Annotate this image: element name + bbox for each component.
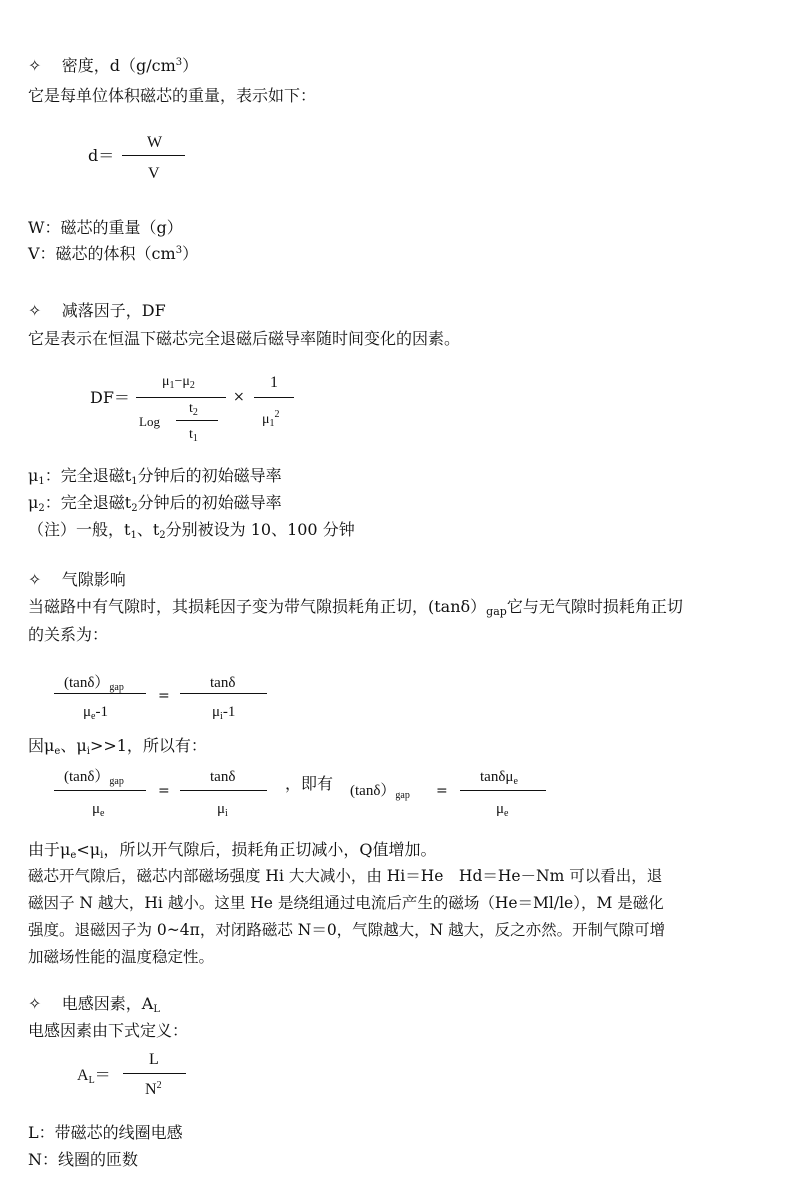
density-heading-text: 密度，d（g/cm xyxy=(61,56,176,75)
al-formula-denominator: $N^2$ xyxy=(145,1080,162,1098)
bullet-icon: ✧ xyxy=(28,56,42,75)
gap-f2-equals: = xyxy=(158,783,170,799)
gap-f2-den-right: $\mu_i$ xyxy=(217,801,228,819)
df-formula-numerator: $\mu_1-\mu_2$ xyxy=(162,374,195,391)
df-formula-t1: $t_1$ xyxy=(189,427,198,444)
df-formula-times: × xyxy=(233,389,245,405)
density-def-v-text: V：磁芯的体积（cm xyxy=(28,244,176,263)
gap-para1-line1: 当磁路中有气隙时，其损耗因子变为带气隙损耗角正切，$(\tan\delta)_{gap}$它与无气隙时损耗角正切 xyxy=(28,597,683,618)
density-formula-numerator: W xyxy=(147,134,163,151)
al-heading-text: 电感因素，A xyxy=(61,994,154,1013)
gap-heading xyxy=(28,572,126,588)
fraction-bar xyxy=(180,790,267,791)
df-def-mu2: $\mu_2$：完全退磁$t_2$分钟后的初始磁导率 xyxy=(28,493,282,514)
density-def-w: W：磁芯的重量（g） xyxy=(28,218,183,237)
gap-para2-line4: 加磁场性能的温度稳定性。 xyxy=(28,948,215,966)
bullet-icon: ✧ xyxy=(28,570,42,589)
fraction-bar xyxy=(460,790,546,791)
fraction-bar xyxy=(180,693,267,694)
gap-f2-den-left: $\mu_e$ xyxy=(92,801,105,819)
df-formula-rhs-numerator: 1 xyxy=(270,374,278,391)
df-desc: 它是表示在恒温下磁芯完全退磁后磁导率随时间变化的因素。 xyxy=(28,329,461,348)
density-def-v-sup: 3 xyxy=(175,245,183,256)
fraction-bar xyxy=(54,693,146,694)
al-desc: 电感因素由下式定义： xyxy=(28,1021,189,1040)
density-def-v-close: ） xyxy=(182,244,199,263)
gap-f1-equals: = xyxy=(158,688,170,704)
al-heading-sub: L xyxy=(153,1004,160,1015)
fraction-bar xyxy=(123,1073,186,1074)
fraction-bar xyxy=(54,790,146,791)
df-def-mu1: $\mu_1$：完全退磁$t_1$分钟后的初始磁导率 xyxy=(28,466,282,487)
gap-f1-den-left: $\mu_e-1$ xyxy=(83,704,108,722)
gap-f1-num-left: $(\tan\delta)_{gap}$ xyxy=(64,675,124,693)
df-note: （注）一般，$t_1$、$t_2$分别被设为 10、100 分钟 xyxy=(28,520,355,541)
fraction-bar xyxy=(254,397,294,398)
gap-f2-lhs2: $(\tan\delta)_{gap}$ xyxy=(350,783,410,801)
density-heading-close: ） xyxy=(182,56,199,75)
fraction-bar xyxy=(176,420,218,421)
gap-f1-num-right: tanδ xyxy=(210,675,236,691)
gap-f2-num-left: $(\tan\delta)_{gap}$ xyxy=(64,769,124,787)
df-formula-t2: $t_2$ xyxy=(189,401,198,418)
fraction-bar xyxy=(136,397,226,398)
density-desc: 它是每单位体积磁芯的重量，表示如下： xyxy=(28,86,317,105)
gap-para2-line1: 磁芯开气隙后，磁芯内部磁场强度 Hi 大大减小，由 Hi＝He Hd＝He－Nm 可以看出，退 xyxy=(28,867,663,885)
bullet-icon: ✧ xyxy=(28,301,42,320)
al-def-n: N：线圈的匝数 xyxy=(28,1150,139,1169)
gap-para2-line2: 磁因子 N 越大，Hi 越小。这里 He 是绕组通过电流后产生的磁场（He＝Ml/le），M 是磁化 xyxy=(28,894,664,912)
gap-f2-num3: tanδμ$_e$ xyxy=(480,769,518,787)
density-heading-sup: 3 xyxy=(175,57,183,68)
density-def-v xyxy=(28,246,198,262)
gap-f2-num-right: tanδ xyxy=(210,769,236,785)
gap-f2-connector: ，即有 xyxy=(285,774,334,793)
fraction-bar xyxy=(122,155,185,156)
gap-para2-line3: 强度。退磁因子为 0~4π，对闭路磁芯 N＝0，气隙越大，N 越大，反之亦然。开制气隙可增 xyxy=(28,921,666,939)
al-formula-lhs: $A_L=$ xyxy=(77,1067,111,1086)
df-heading-text: 减落因子，DF xyxy=(61,301,166,320)
gap-condition: 因$\mu_e$、$\mu_i>>1$，所以有： xyxy=(28,736,207,757)
gap-para1-line2: 的关系为： xyxy=(28,625,109,644)
gap-f2-equals2: = xyxy=(436,783,448,799)
al-def-l: L：带磁芯的线圈电感 xyxy=(28,1123,183,1142)
density-heading xyxy=(28,58,198,74)
density-formula-denominator: V xyxy=(148,165,160,182)
df-formula-rhs-denominator: $\mu_1^2$ xyxy=(262,409,280,429)
al-formula-numerator: L xyxy=(149,1051,159,1068)
gap-conclusion: 由于$\mu_e<\mu_i$，所以开气隙后，损耗角正切减小，Q值增加。 xyxy=(28,840,437,861)
density-formula-lhs: d＝ xyxy=(88,146,115,165)
gap-heading-text: 气隙影响 xyxy=(61,570,126,589)
df-formula-lhs: DF＝ xyxy=(90,388,130,407)
bullet-icon: ✧ xyxy=(28,994,42,1013)
gap-f2-den3: $\mu_e$ xyxy=(496,801,509,819)
df-heading xyxy=(28,303,166,319)
al-heading xyxy=(28,994,160,1015)
df-formula-log: Log xyxy=(139,414,160,429)
gap-f1-den-right: $\mu_i-1$ xyxy=(212,704,236,722)
